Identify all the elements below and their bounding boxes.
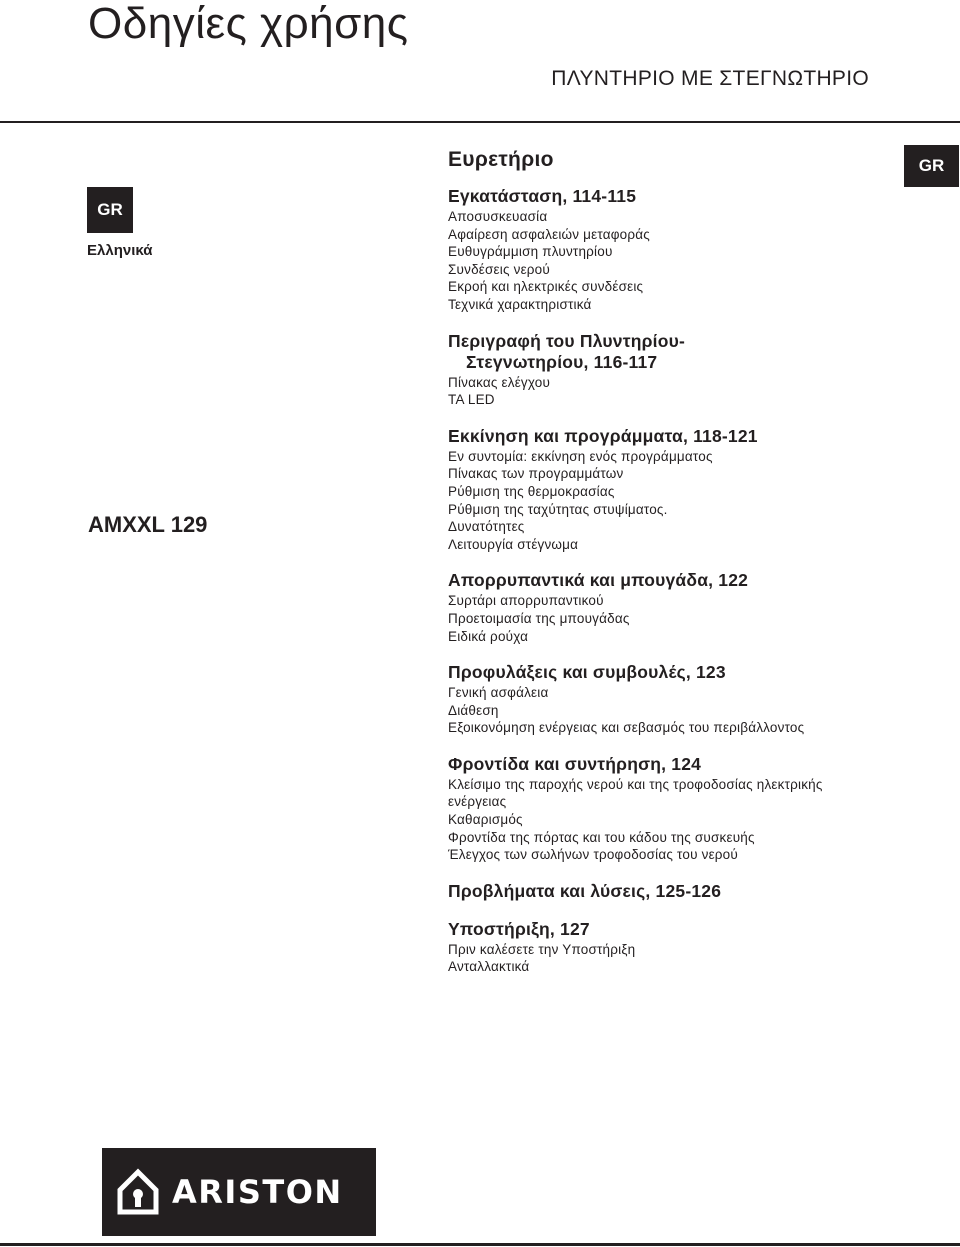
toc-item-list bbox=[448, 374, 888, 409]
toc-item: Γενική ασφάλεια bbox=[448, 685, 549, 701]
toc-item: Ευθυγράμμιση πλυντηρίου bbox=[448, 244, 613, 260]
toc-item: Ειδικά ρούχα bbox=[448, 628, 529, 644]
toc-item-list bbox=[448, 592, 888, 645]
model-name: AMXXL 129 bbox=[88, 512, 208, 537]
toc-section bbox=[448, 570, 888, 645]
logo-wordmark: ARISTON bbox=[172, 1173, 343, 1211]
language-label: Ελληνικά bbox=[87, 242, 153, 259]
toc-section-title: Υποστήριξη, 127 bbox=[448, 918, 590, 939]
toc-item: Κλείσιμο της παροχής νερού και της τροφοδοσίας ηλεκτρικής bbox=[448, 776, 823, 792]
toc-item: ενέργειας bbox=[448, 794, 507, 810]
toc-section-title bbox=[448, 331, 888, 373]
toc-section-title: Φροντίδα και συντήρηση, 124 bbox=[448, 753, 702, 774]
toc-item-list bbox=[448, 448, 888, 554]
toc-item: Ανταλλακτικά bbox=[448, 959, 530, 975]
toc-item: Συρτάρι απορρυπαντικού bbox=[448, 593, 604, 609]
toc-section-title: Εγκατάσταση, 114-115 bbox=[448, 186, 637, 206]
toc-item: Συνδέσεις νερού bbox=[448, 261, 550, 277]
page-title: Οδηγίες χρήσης bbox=[88, 0, 409, 48]
page-subtitle: ΠΛΥΝΤΗΡΙΟ ΜΕ ΣΤΕΓΝΩΤΗΡΙΟ bbox=[551, 67, 869, 90]
toc-item: Πίνακας ελέγχου bbox=[448, 374, 551, 390]
language-badge: GR bbox=[87, 187, 133, 233]
toc-item: Αποσυσκευασία bbox=[448, 209, 548, 224]
toc-item: Καθαρισμός bbox=[448, 812, 523, 828]
toc-item-list bbox=[448, 941, 888, 976]
toc-section bbox=[448, 754, 888, 864]
ariston-logo bbox=[102, 1148, 376, 1236]
table-of-contents bbox=[448, 186, 888, 993]
toc-item: Διάθεση bbox=[448, 702, 499, 718]
toc-item: Έλεγχος των σωλήνων τροφοδοσίας του νερού bbox=[448, 847, 738, 863]
bottom-rule bbox=[0, 1243, 960, 1246]
toc-item: Εκροή και ηλεκτρικές συνδέσεις bbox=[448, 279, 644, 295]
toc-item: Προετοιμασία της μπουγάδας bbox=[448, 610, 630, 626]
toc-section-title-line1: Περιγραφή του Πλυντηρίου- bbox=[448, 330, 685, 351]
toc-item: Εν συντομία: εκκίνηση ενός προγράμματος bbox=[448, 448, 713, 464]
toc-item: Ρύθμιση της ταχύτητας στυψίματος. bbox=[448, 501, 668, 517]
toc-section-title-line2: Στεγνωτηρίου, 116-117 bbox=[466, 351, 658, 372]
toc-item: ΤΑ LED bbox=[448, 392, 495, 408]
toc-item: Πριν καλέσετε την Υποστήριξη bbox=[448, 941, 636, 957]
top-rule bbox=[0, 121, 960, 123]
toc-item: Ρύθμιση της θερμοκρασίας bbox=[448, 483, 615, 499]
toc-item: Πίνακας των προγραμμάτων bbox=[448, 466, 624, 482]
toc-section bbox=[448, 662, 888, 737]
toc-section bbox=[448, 186, 888, 314]
toc-section bbox=[448, 919, 888, 976]
toc-section-title: Εκκίνηση και προγράμματα, 118-121 bbox=[448, 425, 758, 446]
toc-section bbox=[448, 881, 888, 902]
toc-section bbox=[448, 331, 888, 409]
toc-item: Δυνατότητες bbox=[448, 519, 525, 535]
toc-section-title: Απορρυπαντικά και μπουγάδα, 122 bbox=[448, 570, 749, 591]
toc-section-title: Προφυλάξεις και συμβουλές, 123 bbox=[448, 662, 726, 683]
toc-item: Φροντίδα της πόρτας και του κάδου της συσκευής bbox=[448, 829, 755, 845]
corner-language-badge: GR bbox=[904, 145, 959, 187]
toc-heading: Ευρετήριο bbox=[448, 148, 554, 171]
house-icon bbox=[116, 1166, 160, 1218]
toc-item: Αφαίρεση ασφαλειών μεταφοράς bbox=[448, 226, 650, 242]
toc-item-list bbox=[448, 776, 888, 864]
toc-item-list bbox=[448, 684, 888, 737]
toc-section bbox=[448, 426, 888, 554]
toc-item-list bbox=[448, 208, 888, 314]
toc-item: Τεχνικά χαρακτηριστικά bbox=[448, 296, 592, 312]
toc-section-title: Προβλήματα και λύσεις, 125-126 bbox=[448, 880, 722, 901]
toc-item: Εξοικονόμηση ενέργειας και σεβασμός του περιβάλλοντος bbox=[448, 720, 805, 736]
toc-item: Λειτουργία στέγνωμα bbox=[448, 536, 579, 552]
